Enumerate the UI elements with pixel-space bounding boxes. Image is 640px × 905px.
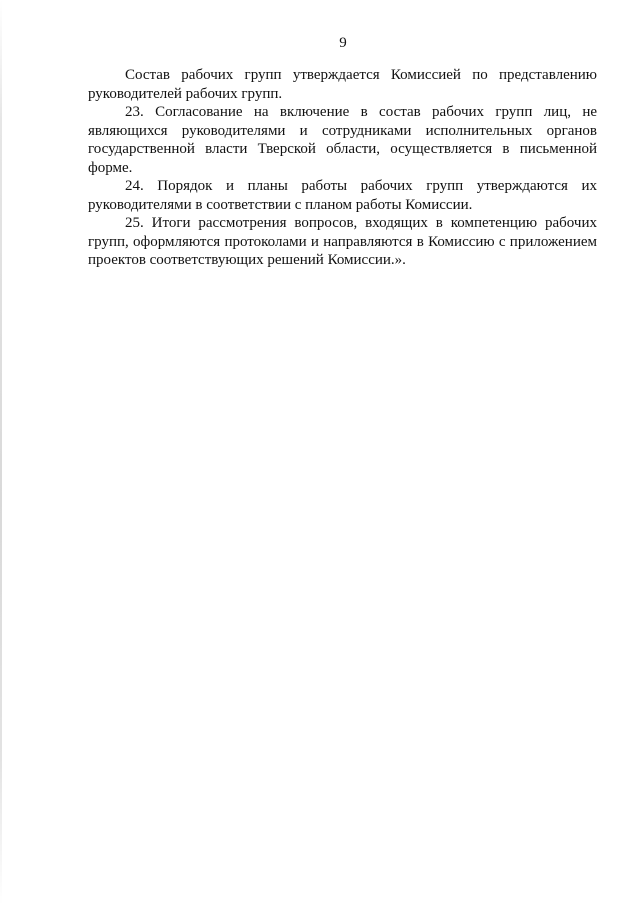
paragraph-24-work-plans: 24. Порядок и планы работы рабочих групп утверждаются их руководителями в соответствии с планом работы Комиссии. <box>88 178 597 213</box>
paragraph-23-consent: 23. Согласование на включение в состав рабочих групп лиц, не являющихся руководителями и сотрудниками исполнительных органов государственной власти Тверской области, осуществляется в письменной форме. <box>88 104 597 176</box>
scan-shadow-edge <box>0 0 2 905</box>
page-number: 9 <box>339 35 347 51</box>
paragraph-25-results: 25. Итоги рассмотрения вопросов, входящих в компетенцию рабочих групп, оформляются протоколами и направляются в Комиссию с приложением проектов соответствующих решений Комиссии.». <box>88 215 597 268</box>
document-body <box>88 66 597 270</box>
paragraph-working-groups-approval: Состав рабочих групп утверждается Комиссией по представлению руководителей рабочих групп. <box>88 67 597 102</box>
